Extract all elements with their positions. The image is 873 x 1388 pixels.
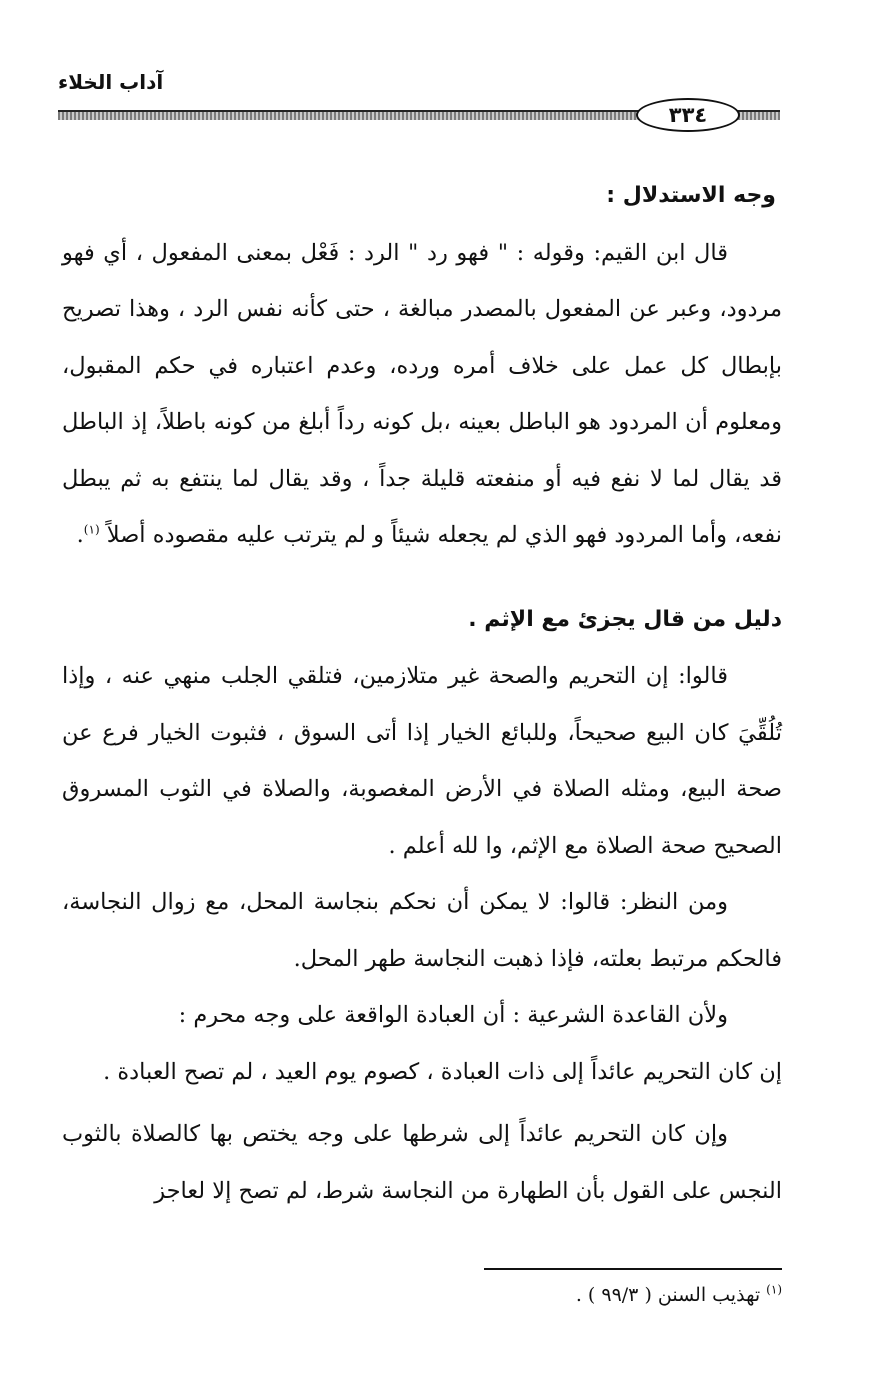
- paragraph-ibn-alqayyim: [62, 225, 782, 564]
- page-header: [58, 70, 780, 130]
- section-heading-istidlal: وجه الاستدلال :: [606, 183, 776, 208]
- paragraph-qaida-shariya: ولأن القاعدة الشرعية : أن العبادة الواقعة على وجه محرم :: [178, 1002, 728, 1028]
- paragraph-tahrim-dhat: إن كان التحريم عائداً إلى ذات العبادة ، كصوم يوم العيد ، لم تصح العبادة .: [103, 1058, 782, 1085]
- footnote-marker: (١): [766, 1282, 782, 1297]
- footnote-text: تهذيب السنن ( ٩٩/٣ ) .: [575, 1284, 761, 1306]
- paragraph-talaqqi-aljalab: قالوا: إن التحريم والصحة غير متلازمين، فتلقي الجلب منهي عنه ، وإذا تُلُقِّيَ كان البيع صحيحاً، وللبائع الخيار إذا أتى السوق ، فثبوت الخيار فرع عن صحة البيع، ومثله الصلاة في الأرض المغصوبة، والصلاة في الثوب المسروق الصحيح صحة الصلاة مع الإثم، وا لله أعلم .: [62, 663, 782, 859]
- paragraph-text: قال ابن القيم: وقوله : " فهو رد " الرد : فَعْل بمعنى المفعول ، أي فهو مردود، وعبر عن المفعول بالمصدر مبالغة ، حتى كأنه نفس الرد ، وهذا تصريح بإبطال كل عمل على خلاف أمره ورده، وعدم اعتباره في حكم المقبول، ومعلوم أن المردود هو الباطل بعينه ،بل كونه رداً أبلغ من كونه باطلاً، إذ الباطل قد يقال لما لا نفع فيه أو منفعته قليلة جداً ، وقد يقال لما ينتفع به ثم يبطل نفعه، وأما المردود فهو الذي لم يجعله شيئاً و لم يترتب عليه مقصوده أصلاً: [62, 239, 782, 548]
- footnote-separator: [484, 1268, 782, 1270]
- paragraph-end-mark: .: [76, 522, 84, 548]
- section-heading-evidence: دليل من قال يجزئ مع الإثم .: [468, 606, 782, 632]
- running-title: آداب الخلاء: [58, 70, 164, 94]
- page-number: ٣٣٤: [636, 98, 740, 132]
- footnote: [460, 1280, 782, 1310]
- paragraph-nazar: ومن النظر: قالوا: لا يمكن أن نحكم بنجاسة المحل، مع زوال النجاسة، فالحكم مرتبط بعلته، فإذا ذهبت النجاسة طهر المحل.: [62, 889, 782, 972]
- footnote-reference: (١): [83, 522, 100, 537]
- page-body: [62, 168, 782, 1219]
- paragraph-tahrim-shart: وإن كان التحريم عائداً إلى شرطها على وجه يختص بها كالصلاة بالثوب النجس على القول بأن الطهارة من النجاسة شرط، لم تصح إلا لعاجز: [62, 1121, 782, 1204]
